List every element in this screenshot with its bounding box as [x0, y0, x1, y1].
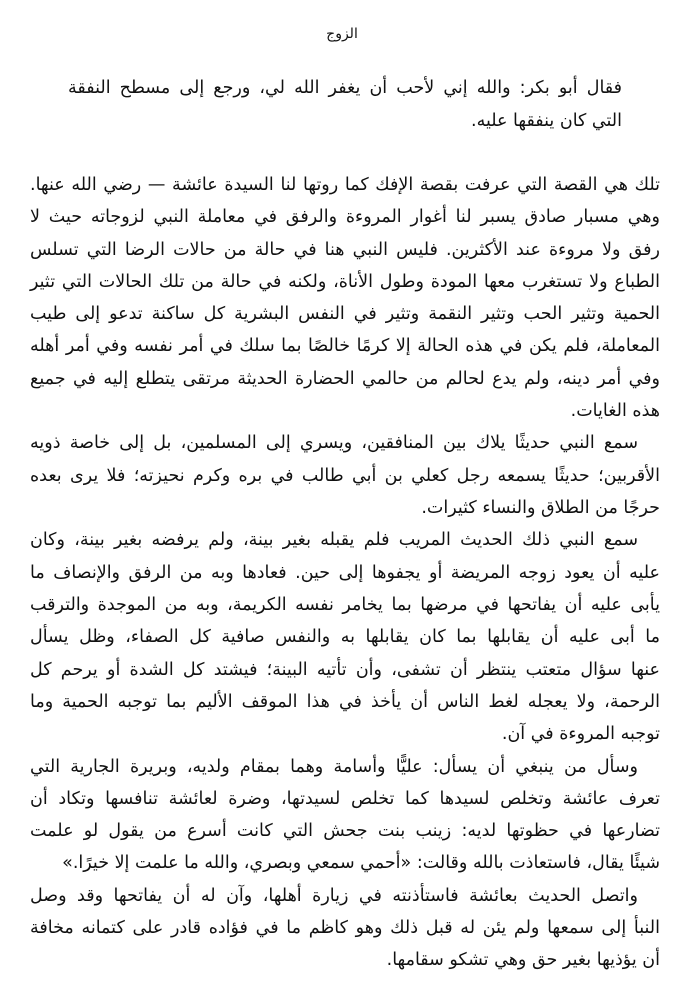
paragraph-line: رفق ولا مروءة عند الأكثرين. فليس النبي هنا في حالة من حالات الرضا التي تسلس [30, 240, 660, 260]
paragraph-line: المعاملة، فلم يكن في هذه الحالة إلا كرمًا خالصًا بما سلك في أمر نفسه وفي أمر أهله [30, 336, 660, 356]
paragraph-line: التي كان ينفقها عليه. [471, 111, 622, 131]
paragraph-line: وسأل من ينبغي أن يسأل: عليًّا وأسامة وهما بمقام ولديه، وبريرة الجارية التي [30, 757, 638, 777]
paragraph-line: ما أبى عليه أن يقابلها بما كان يقابلها به والنفس صافية كل الصفاء، وظل يسأل [30, 627, 660, 647]
running-head: الزوج [326, 26, 358, 42]
paragraph-line: هذه الغايات. [570, 401, 660, 421]
paragraph-line: الحمية وتثير الحب وتثير النقمة وتثير في النفس البشرية كل ساكنة تدعو إلى طيب [30, 304, 660, 324]
paragraph-line: واتصل الحديث بعائشة فاستأذنته في زيارة أهلها، وآن له أن يفاتحها وقد وصل [30, 886, 638, 906]
paragraph-line: تضارعها في حظوتها لديه: زينب بنت جحش التي كانت أسرع من يقول لو علمت [30, 821, 660, 841]
paragraph-line: عليه أن يعود زوجه المريضة أو يجفوها إلى حين. فعادها وبه من الرفق والإنصاف ما [30, 563, 660, 583]
paragraph-line: وهي مسبار صادق يسبر لنا أغوار المروءة والرفق في معاملة النبي لزوجاته حيث لا [30, 207, 660, 227]
paragraph-line: تلك هي القصة التي عرفت بقصة الإفك كما روتها لنا السيدة عائشة — رضي الله عنها. [30, 175, 660, 195]
paragraph-line: تعرف عائشة وتخلص لسيدها كما تخلص لسيدتها، وضرة لعائشة تنافسها وتكاد أن [30, 789, 660, 809]
paragraph-line: سمع النبي ذلك الحديث المريب فلم يقبله بغير بينة، ولم يرفضه بغير بينة، وكان [30, 530, 638, 550]
paragraph-line: النبأ إلى سمعها ولم يئن له قبل ذلك وهو كاظم ما في فؤاده قادر على كتمانه مخافة [30, 918, 660, 938]
paragraph-line: وفي أمر دينه، ولم يدع لحالم من حالمي الحضارة الحديثة مرتقى يتطلع إليه في جميع [30, 369, 660, 389]
paragraph-line: أن يؤذيها بغير حق وهي تشكو سقامها. [386, 950, 660, 970]
paragraph-line: عنها سؤال متعتب ينتظر أن تشفى، وأن تأتيه البينة؛ فيشتد كل الشدة أو يرحم كل [30, 660, 660, 680]
paragraph-line: الأقربين؛ حديثًا يسمعه رجل كعلي بن أبي طالب في بره وكرم نحيزته؛ فلا يرى بعده [30, 466, 660, 486]
paragraph-line: يأبى عليه أن يفاتحها في مرضها بما يخامر نفسه الكريمة، وبه من الموجدة والترقب [30, 595, 660, 615]
paragraph-line: شيئًا يقال، فاستعاذت بالله وقالت: «أحمي سمعي وبصري، والله ما علمت إلا خيرًا.» [62, 853, 660, 873]
paragraph-line: فقال أبو بكر: والله إني لأحب أن يغفر الله لي، ورجع إلى مسطح النفقة [68, 78, 622, 98]
paragraph-line: الطباع ولا تستغرب معها المودة وطول الأناة، ولكنه في حالة من تلك الحالات التي تثير [30, 272, 660, 292]
paragraph-line: سمع النبي حديثًا يلاك بين المنافقين، ويسري إلى المسلمين، بل إلى خاصة ذويه [30, 433, 638, 453]
paragraph-line: الرحمة، ولا يعجله لغط الناس أن يأخذ في هذا الموقف الأليم بما توجبه الحمية وما [30, 692, 660, 712]
paragraph-line: حرجًا من الطلاق والنساء كثيرات. [421, 498, 660, 518]
paragraph-line: توجبه المروءة في آن. [501, 724, 660, 744]
